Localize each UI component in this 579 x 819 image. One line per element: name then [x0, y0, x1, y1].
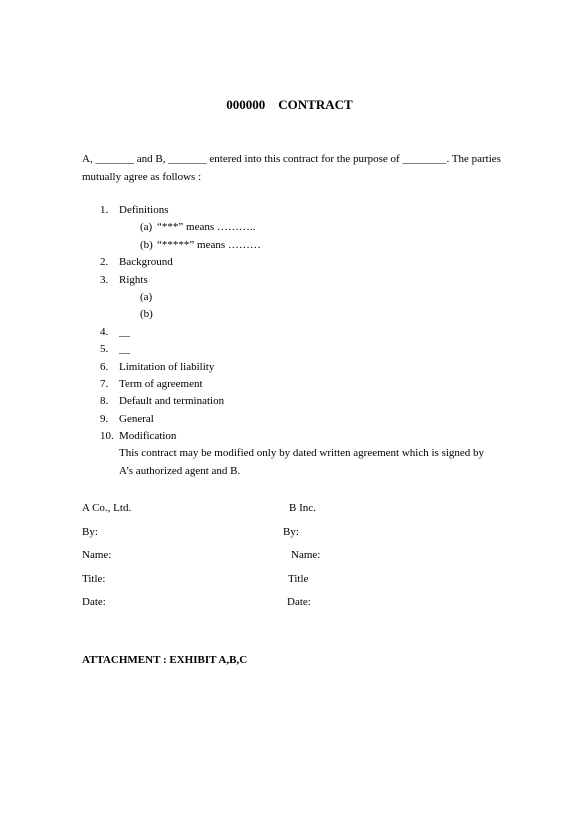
clause-item: 5. __: [100, 343, 130, 356]
sub-clause-item: (b) “*****” means ………: [140, 238, 261, 251]
clause-item: 6. Limitation of liability: [100, 360, 215, 373]
clause-item: 2. Background: [100, 256, 173, 269]
signature-left-by: By:: [82, 525, 98, 538]
clause-item: 1. Definitions: [100, 204, 169, 216]
clause-item: 7. Term of agreement: [100, 377, 203, 390]
modification-note: This contract may be modified only by dated written agreement which is signed by A’s authorized agent and B.: [119, 447, 485, 477]
signature-left-title: Title:: [82, 572, 106, 585]
clause-item: 3. Rights: [100, 273, 148, 286]
signature-block: [82, 500, 502, 618]
signature-left-date: Date:: [82, 596, 106, 608]
attachment-heading: ATTACHMENT : EXHIBIT A,B,C: [82, 654, 248, 666]
signature-right-name: Name:: [291, 549, 321, 561]
sub-clause-item: (a): [140, 290, 153, 303]
sub-clause-item: (a) “***” means ………..: [140, 221, 256, 234]
signature-row: [82, 524, 502, 548]
intro-paragraph: A, _______ and B, _______ entered into this contract for the purpose of ________. The parties mutually agree as follows :: [82, 153, 501, 183]
signature-row: [82, 547, 502, 571]
signature-left-company: A Co., Ltd.: [82, 502, 132, 514]
signature-right-title: Title: [288, 572, 309, 585]
signature-right-company: B Inc.: [289, 502, 316, 514]
signature-row: [82, 500, 502, 524]
clause-item: 10. Modification: [100, 430, 177, 443]
sub-clause-item: (b): [140, 308, 153, 321]
signature-row: [82, 571, 502, 595]
signature-right-by: By:: [283, 525, 299, 538]
page-title: 000000 CONTRACT: [226, 97, 353, 112]
signature-left-name: Name:: [82, 549, 112, 561]
signature-row: [82, 594, 502, 618]
clause-item: 9. General: [100, 412, 154, 425]
clause-item: 4. __: [100, 325, 130, 338]
signature-right-date: Date:: [287, 596, 311, 608]
clause-list: [100, 202, 500, 480]
clause-item: 8. Default and termination: [100, 395, 225, 408]
